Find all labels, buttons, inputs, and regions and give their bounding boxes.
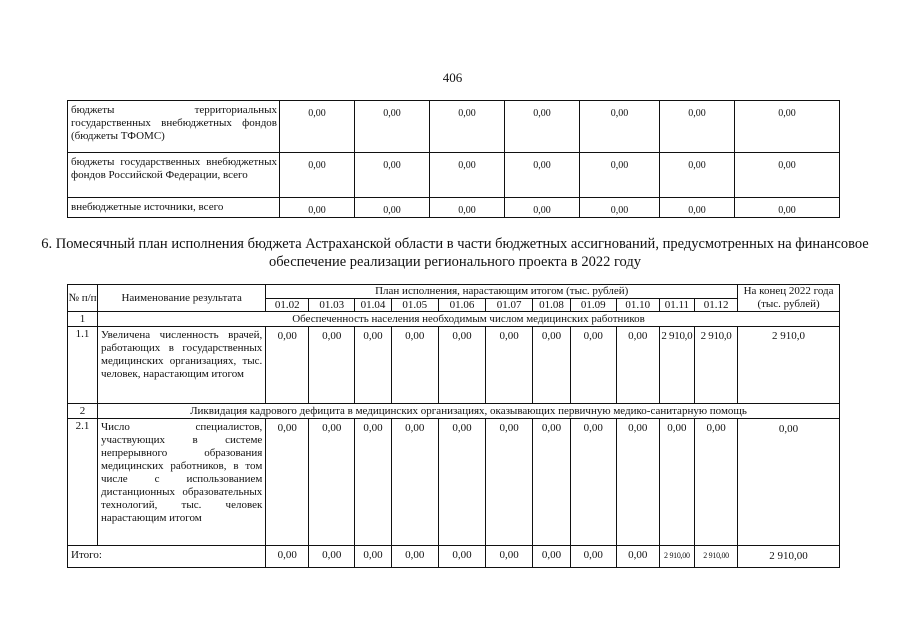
month-header: 01.12	[695, 299, 738, 312]
total-value: 0,00	[266, 546, 309, 568]
value-cell: 0,00	[505, 198, 580, 218]
value-cell: 0,00	[580, 153, 660, 198]
total-value: 0,00	[309, 546, 355, 568]
budget-sources-table	[67, 100, 840, 218]
month-value: 0,00	[266, 327, 309, 404]
month-value: 0,00	[355, 327, 391, 404]
value-cell: 0,00	[505, 153, 580, 198]
value-cell: 0,00	[660, 198, 735, 218]
value-cell: 0,00	[580, 101, 660, 153]
header-name: Наименование результата	[98, 285, 266, 312]
month-header: 01.10	[616, 299, 659, 312]
month-value: 0,00	[570, 327, 616, 404]
table-row	[68, 327, 840, 404]
value-cell: 0,00	[280, 101, 355, 153]
value-cell: 0,00	[280, 153, 355, 198]
month-value: 0,00	[533, 327, 571, 404]
month-value: 0,00	[309, 327, 355, 404]
month-header: 01.11	[659, 299, 694, 312]
month-value: 0,00	[391, 419, 438, 546]
month-value: 0,00	[438, 327, 485, 404]
month-value: 0,00	[486, 419, 533, 546]
row-label: бюджеты территориальных государственных внебюджетных фондов (бюджеты ТФОМС)	[68, 101, 280, 153]
total-label: Итого:	[68, 546, 266, 568]
row-num: 1.1	[68, 327, 98, 404]
month-value: 0,00	[570, 419, 616, 546]
month-header: 01.03	[309, 299, 355, 312]
result-name: Увеличена численность врачей, работающих в государственных медицинских организациях, тыс. человек, нарастающим итогом	[98, 327, 266, 404]
value-cell: 0,00	[735, 153, 840, 198]
total-value: 0,00	[533, 546, 571, 568]
total-value: 0,00	[486, 546, 533, 568]
value-cell: 0,00	[660, 101, 735, 153]
value-cell: 0,00	[430, 153, 505, 198]
total-value: 0,00	[616, 546, 659, 568]
value-cell: 0,00	[505, 101, 580, 153]
month-value: 0,00	[695, 419, 738, 546]
value-cell: 0,00	[355, 101, 430, 153]
total-value: 0,00	[391, 546, 438, 568]
row-label: внебюджетные источники, всего	[68, 198, 280, 218]
value-cell: 0,00	[355, 198, 430, 218]
total-end-value: 2 910,00	[738, 546, 840, 568]
header-end: На конец 2022 года (тыс. рублей)	[738, 285, 840, 312]
value-cell: 0,00	[735, 101, 840, 153]
section-title: 6. Помесячный план исполнения бюджета Астраханской области в части бюджетных ассигнований, предусмотренных на финансовое обеспечение реализации регионального проекта в 2022 году	[41, 236, 869, 270]
end-value: 2 910,0	[738, 327, 840, 404]
month-header: 01.04	[355, 299, 391, 312]
table-row	[68, 198, 840, 218]
value-cell: 0,00	[735, 198, 840, 218]
section-num: 1	[68, 312, 98, 327]
month-header: 01.09	[570, 299, 616, 312]
section-num: 2	[68, 404, 98, 419]
section-title: Обеспеченность населения необходимым числом медицинских работников	[98, 312, 840, 327]
month-header: 01.06	[438, 299, 485, 312]
month-value: 0,00	[616, 419, 659, 546]
result-name: Число специалистов, участвующих в системе непрерывного образования медицинских работников, в том числе с использованием дистанционных образовательных технологий, тыс. человек нарастающим итогом	[98, 419, 266, 546]
row-label: бюджеты государственных внебюджетных фондов Российской Федерации, всего	[68, 153, 280, 198]
month-value: 0,00	[486, 327, 533, 404]
month-header: 01.08	[533, 299, 571, 312]
month-value: 0,00	[355, 419, 391, 546]
month-value: 0,00	[533, 419, 571, 546]
total-value: 0,00	[570, 546, 616, 568]
value-cell: 0,00	[355, 153, 430, 198]
month-value: 2 910,0	[695, 327, 738, 404]
page-number: 406	[442, 70, 463, 85]
total-value: 2 910,00	[695, 546, 738, 568]
table-row	[68, 101, 840, 153]
value-cell: 0,00	[280, 198, 355, 218]
section-title: Ликвидация кадрового дефицита в медицинских организациях, оказывающих первичную медико-санитарную помощь	[98, 404, 840, 419]
total-row	[68, 546, 840, 568]
month-value: 0,00	[266, 419, 309, 546]
month-value: 0,00	[616, 327, 659, 404]
table-row	[68, 153, 840, 198]
total-value: 0,00	[438, 546, 485, 568]
total-value: 0,00	[355, 546, 391, 568]
total-value: 2 910,00	[659, 546, 694, 568]
month-header: 01.07	[486, 299, 533, 312]
month-header: 01.05	[391, 299, 438, 312]
header-num: № п/п	[68, 285, 98, 312]
section-row	[68, 404, 840, 419]
table-row	[68, 419, 840, 546]
monthly-plan-table	[67, 284, 840, 568]
month-value: 0,00	[659, 419, 694, 546]
month-value: 0,00	[391, 327, 438, 404]
month-value: 0,00	[309, 419, 355, 546]
month-value: 0,00	[438, 419, 485, 546]
header-plan: План исполнения, нарастающим итогом (тыс. рублей)	[266, 285, 738, 299]
month-value: 2 910,0	[659, 327, 694, 404]
row-num: 2.1	[68, 419, 98, 546]
value-cell: 0,00	[660, 153, 735, 198]
value-cell: 0,00	[430, 101, 505, 153]
end-value: 0,00	[738, 419, 840, 546]
value-cell: 0,00	[430, 198, 505, 218]
month-header: 01.02	[266, 299, 309, 312]
value-cell: 0,00	[580, 198, 660, 218]
section-row	[68, 312, 840, 327]
